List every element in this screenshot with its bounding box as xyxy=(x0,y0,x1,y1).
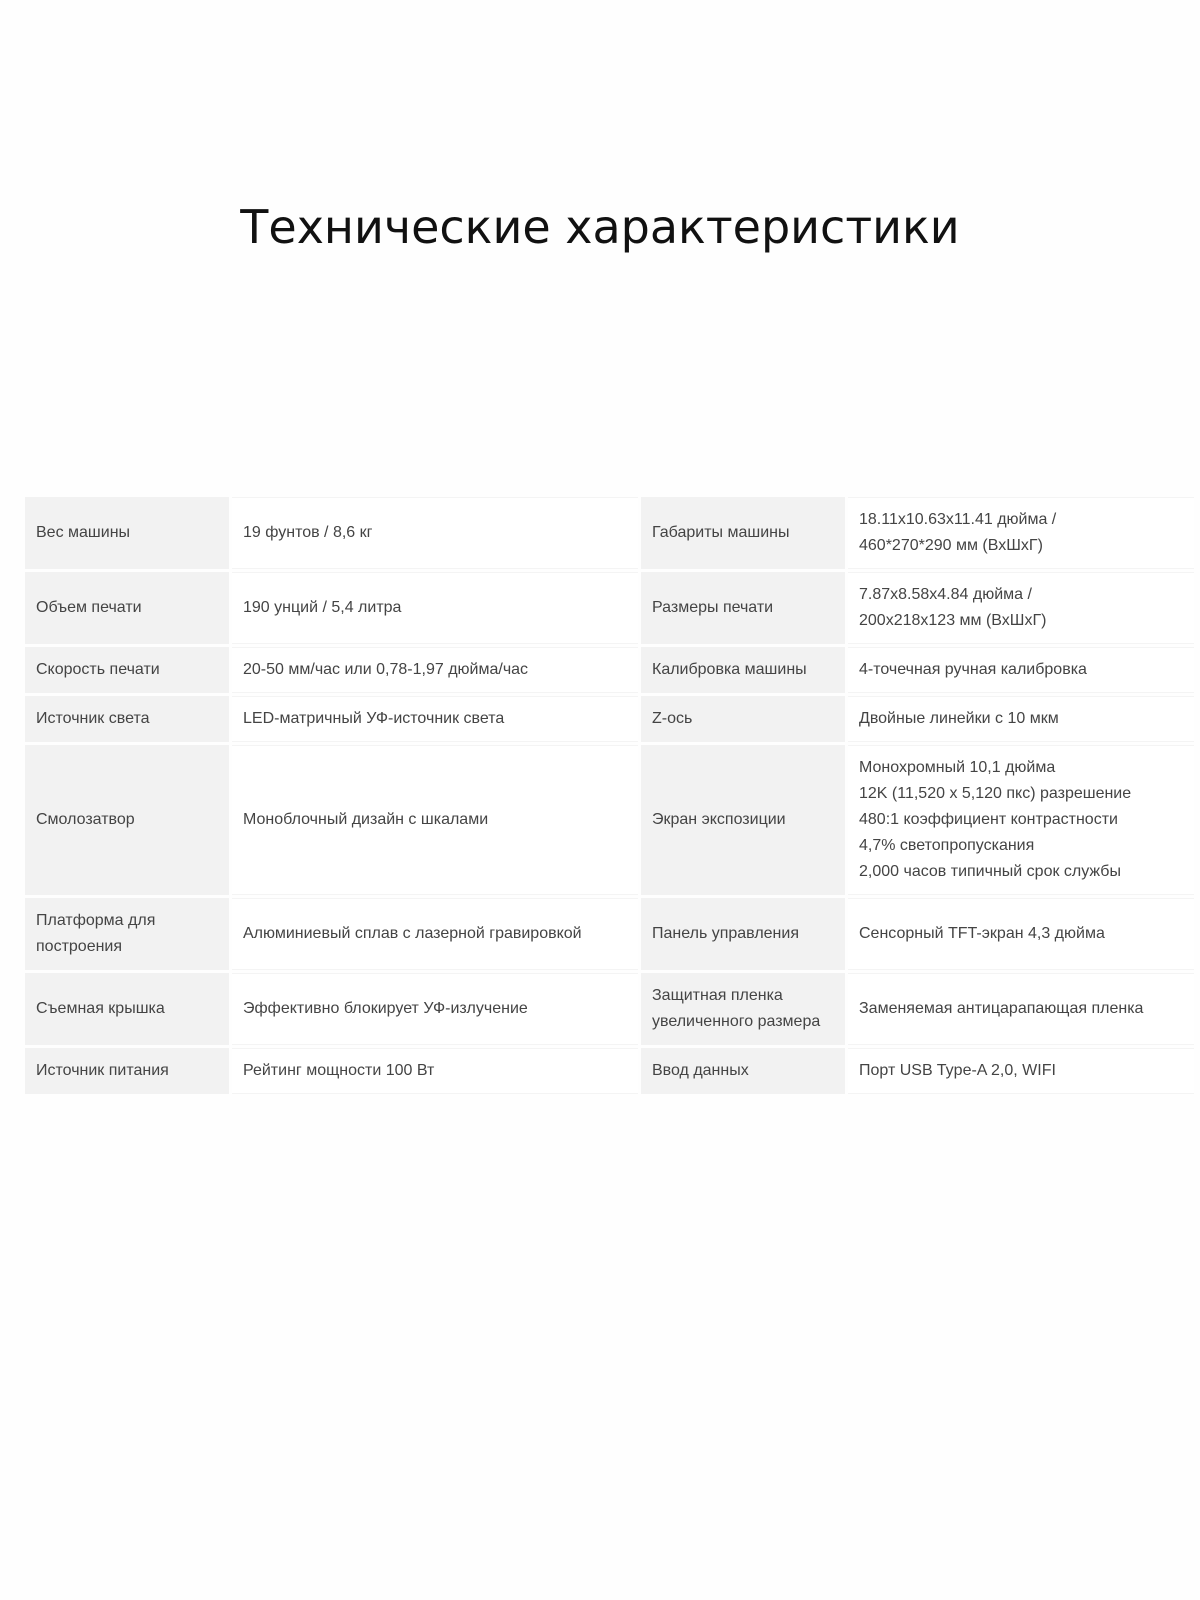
page-title: Технические характеристики xyxy=(240,200,960,254)
spec-row-volume xyxy=(25,572,1194,644)
spec-label: Панель управления xyxy=(641,898,845,970)
spec-value: Заменяемая антицарапающая пленка xyxy=(848,973,1194,1045)
spec-label: Защитная пленка увеличенного размера xyxy=(641,973,845,1045)
spec-label: Z-ось xyxy=(641,696,845,742)
spec-value: 18.11x10.63x11.41 дюйма / 460*270*290 мм (ВхШхГ) xyxy=(848,497,1194,569)
spec-row-build-platform xyxy=(25,898,1194,970)
spec-label: Калибровка машины xyxy=(641,647,845,693)
spec-row-light-source xyxy=(25,696,1194,742)
spec-label: Экран экспозиции xyxy=(641,745,845,895)
spec-label: Вес машины xyxy=(25,497,229,569)
spec-value: Порт USB Type-A 2,0, WIFI xyxy=(848,1048,1194,1094)
spec-value: Рейтинг мощности 100 Вт xyxy=(232,1048,638,1094)
spec-label: Источник света xyxy=(25,696,229,742)
spec-label: Размеры печати xyxy=(641,572,845,644)
spec-value: 7.87x8.58x4.84 дюйма / 200x218x123 мм (ВхШхГ) xyxy=(848,572,1194,644)
spec-row-speed xyxy=(25,647,1194,693)
spec-value: 190 унций / 5,4 литра xyxy=(232,572,638,644)
spec-row-resin-vat xyxy=(25,745,1194,895)
spec-row-power xyxy=(25,1048,1194,1094)
spec-value: Двойные линейки с 10 мкм xyxy=(848,696,1194,742)
spec-row-removable-cover xyxy=(25,973,1194,1045)
spec-label: Источник питания xyxy=(25,1048,229,1094)
spec-table xyxy=(22,494,1197,1097)
spec-label: Ввод данных xyxy=(641,1048,845,1094)
spec-value: Эффективно блокирует УФ-излучение xyxy=(232,973,638,1045)
spec-value: LED-матричный УФ-источник света xyxy=(232,696,638,742)
spec-value: Алюминиевый сплав с лазерной гравировкой xyxy=(232,898,638,970)
spec-value: Сенсорный TFT-экран 4,3 дюйма xyxy=(848,898,1194,970)
spec-row-weight xyxy=(25,497,1194,569)
spec-value: Моноблочный дизайн с шкалами xyxy=(232,745,638,895)
spec-value: 19 фунтов / 8,6 кг xyxy=(232,497,638,569)
spec-label: Съемная крышка xyxy=(25,973,229,1045)
spec-label: Объем печати xyxy=(25,572,229,644)
spec-value: Монохромный 10,1 дюйма 12K (11,520 x 5,120 пкс) разрешение 480:1 коэффициент контрастности 4,7% светопропускания 2,000 часов типичный срок службы xyxy=(848,745,1194,895)
spec-label: Смолозатвор xyxy=(25,745,229,895)
spec-label: Габариты машины xyxy=(641,497,845,569)
spec-label: Скорость печати xyxy=(25,647,229,693)
spec-value: 4-точечная ручная калибровка xyxy=(848,647,1194,693)
spec-value: 20-50 мм/час или 0,78-1,97 дюйма/час xyxy=(232,647,638,693)
spec-label: Платформа для построения xyxy=(25,898,229,970)
